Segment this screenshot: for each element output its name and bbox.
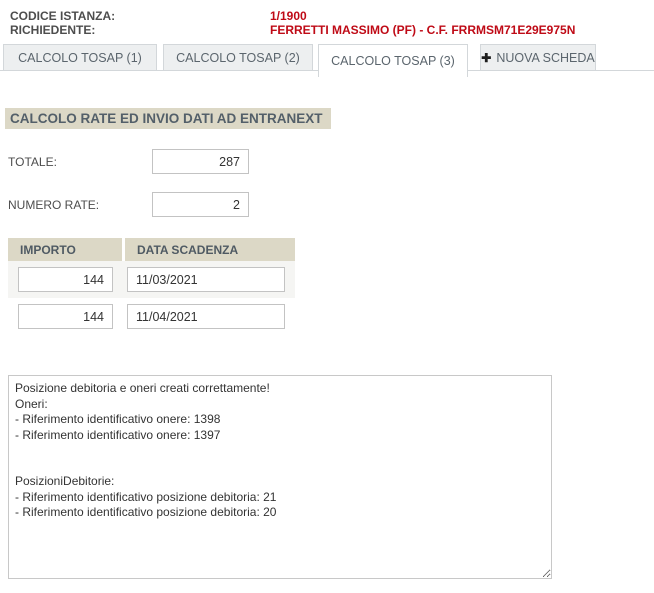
rate-table <box>8 238 295 335</box>
tab-label: NUOVA SCHEDA <box>496 50 595 65</box>
table-row <box>8 261 295 298</box>
main-content <box>8 77 654 579</box>
importo-input[interactable] <box>18 267 113 292</box>
tab-bar <box>3 44 654 77</box>
data-scadenza-input[interactable] <box>127 267 285 292</box>
numero-rate-row <box>8 192 654 217</box>
totale-input[interactable] <box>152 149 249 174</box>
tab-calcolo-tosap-3[interactable] <box>318 44 468 77</box>
codice-istanza-label: CODICE ISTANZA: <box>10 9 116 23</box>
tab-calcolo-tosap-2[interactable] <box>163 44 313 71</box>
totale-label: TOTALE: <box>8 154 57 169</box>
section-title: CALCOLO RATE ED INVIO DATI AD ENTRANEXT <box>5 108 331 129</box>
tab-label: CALCOLO TOSAP (2) <box>176 50 300 65</box>
rate-table-header <box>8 238 295 261</box>
richiedente-value: FERRETTI MASSIMO (PF) - C.F. FRRMSM71E29E975N <box>270 23 576 37</box>
richiedente-label: RICHIEDENTE: <box>10 23 96 37</box>
tab-label: CALCOLO TOSAP (1) <box>18 50 142 65</box>
result-textarea[interactable] <box>8 375 552 579</box>
importo-column-header: IMPORTO <box>8 238 122 261</box>
tab-label: CALCOLO TOSAP (3) <box>331 54 455 68</box>
table-row <box>8 298 295 335</box>
data-scadenza-column-header: DATA SCADENZA <box>125 238 295 261</box>
instance-header <box>0 0 654 37</box>
plus-icon: ✚ <box>481 50 492 65</box>
numero-rate-input[interactable] <box>152 192 249 217</box>
numero-rate-label: NUMERO RATE: <box>8 197 100 212</box>
tab-calcolo-tosap-1[interactable] <box>3 44 157 71</box>
data-scadenza-input[interactable] <box>127 304 285 329</box>
totale-row <box>8 149 654 174</box>
tab-nuova-scheda[interactable] <box>480 44 596 71</box>
codice-istanza-value: 1/1900 <box>270 9 307 23</box>
importo-input[interactable] <box>18 304 113 329</box>
